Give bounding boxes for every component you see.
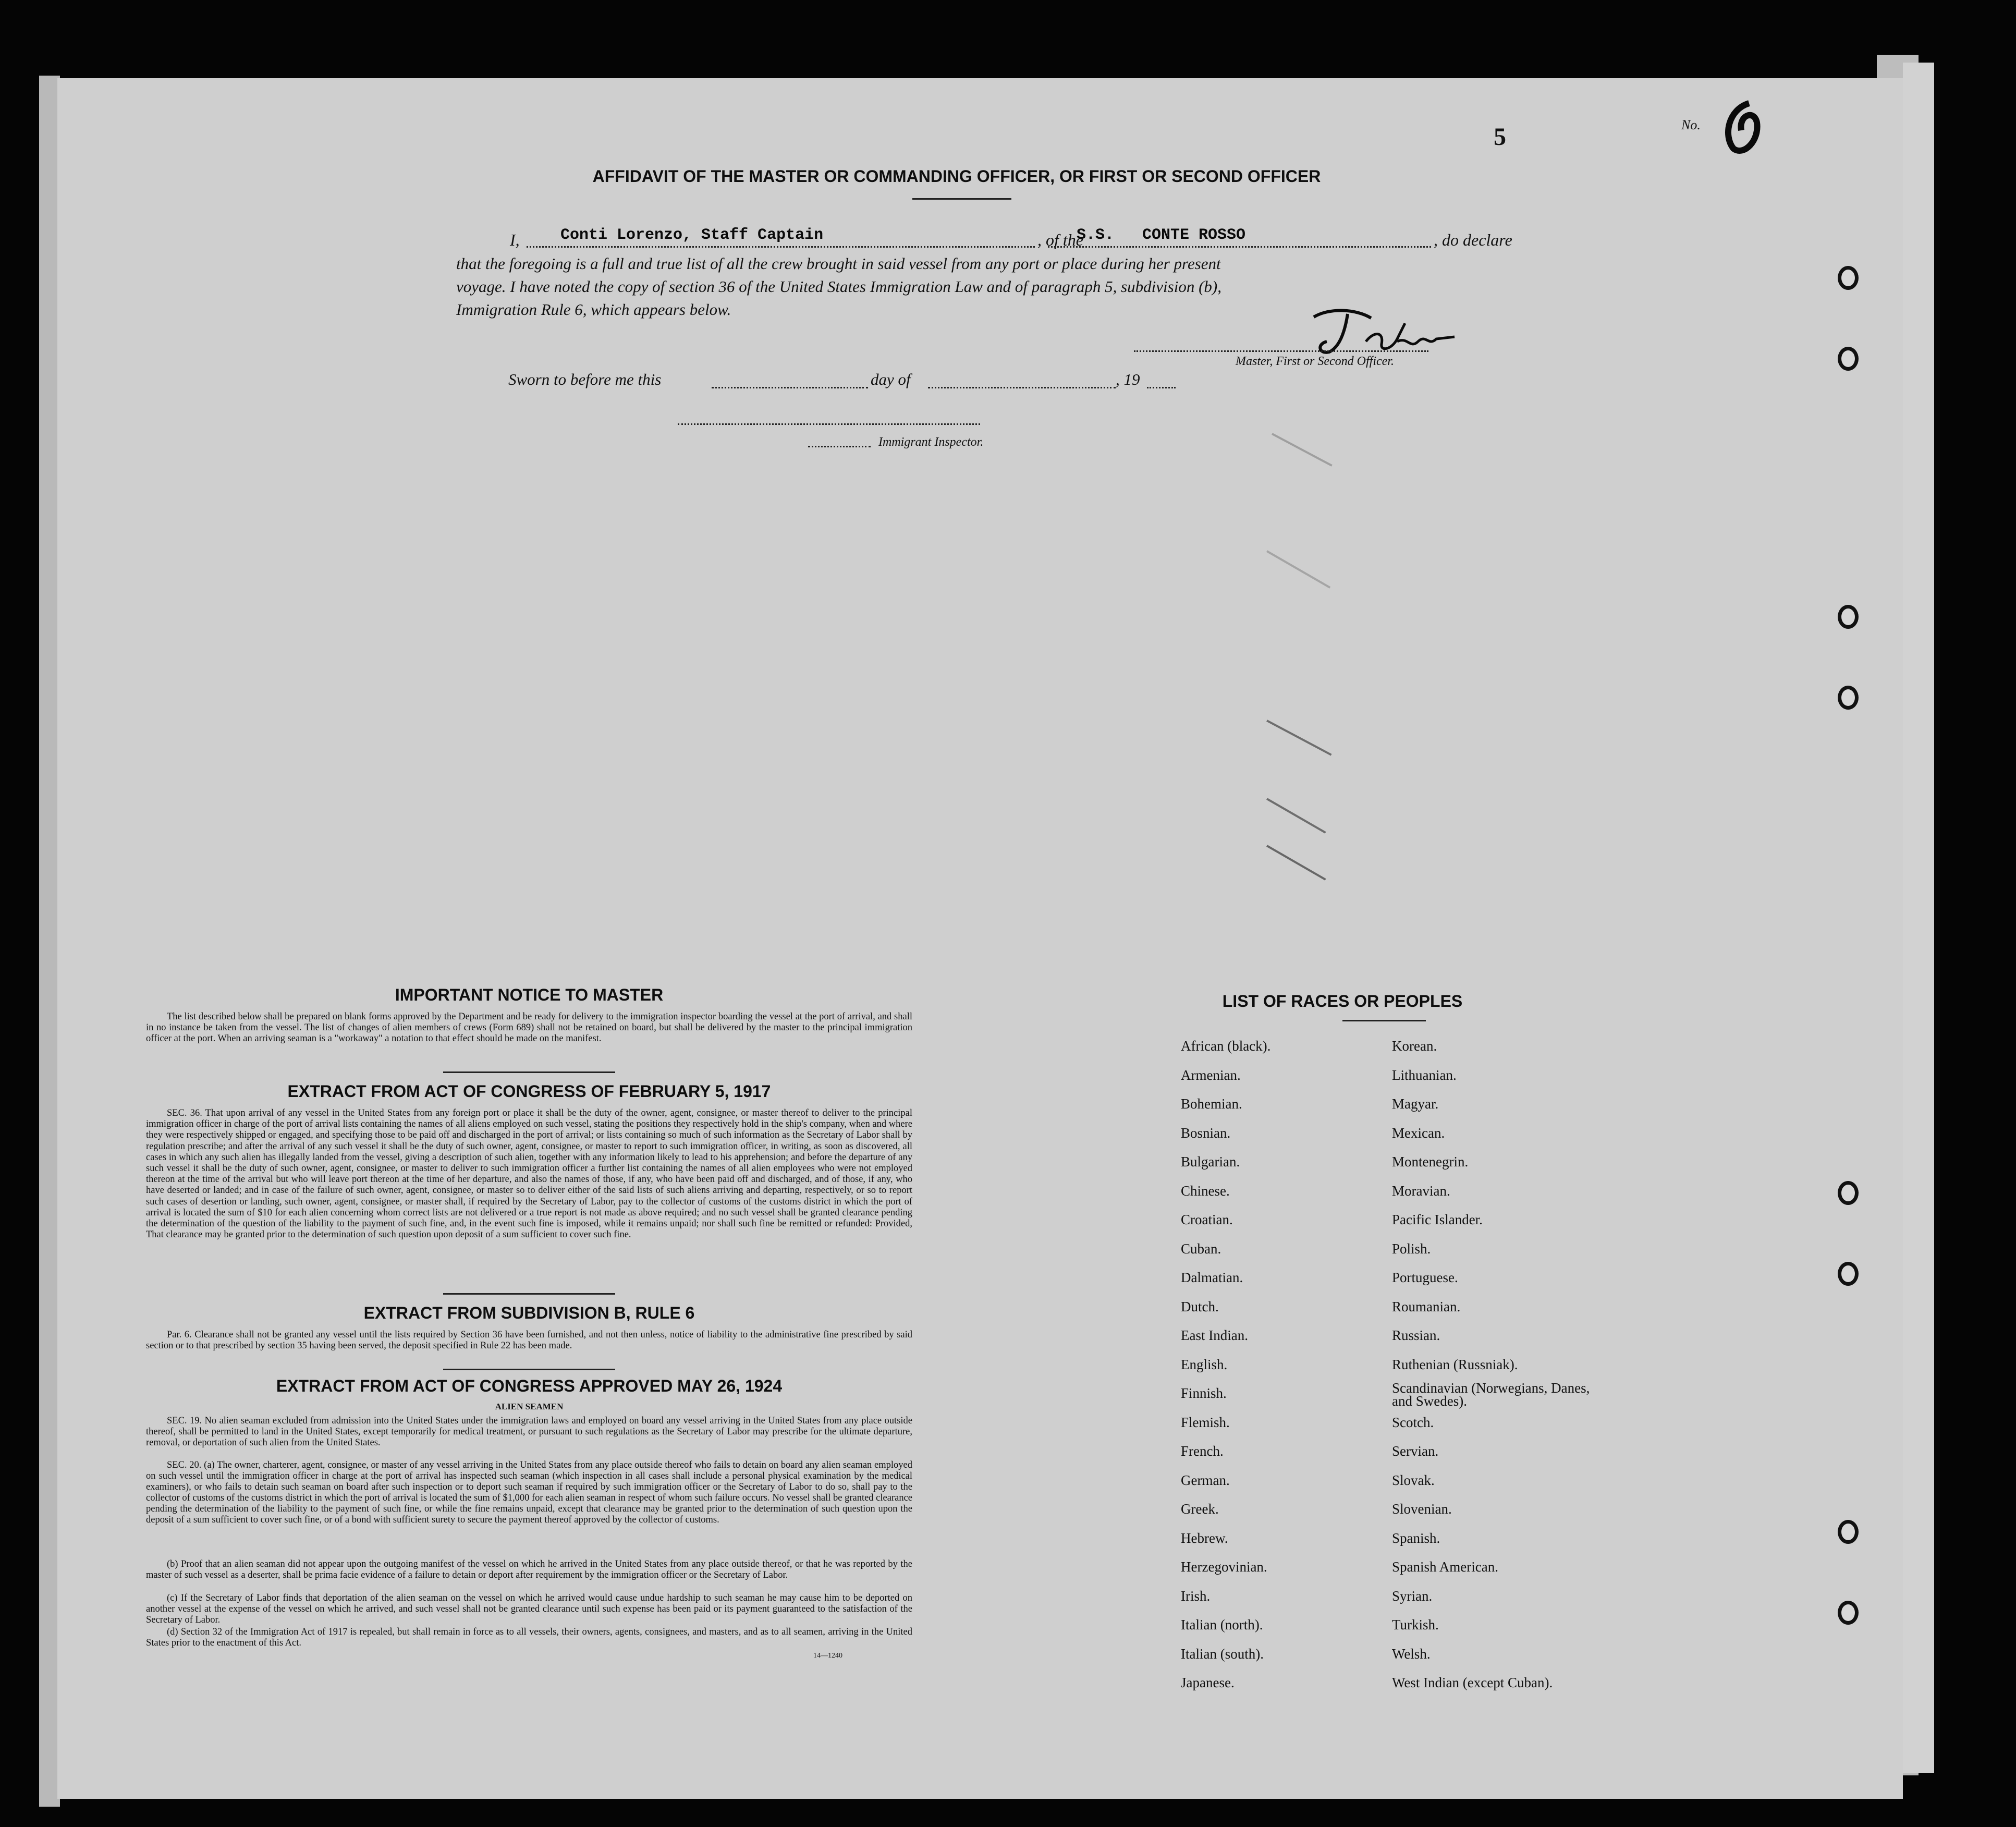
extract-rule6-body: Par. 6. Clearance shall not be granted any vessel until the lists required by Section 36 have been furnished, and not then unless, notice of liability to the administrative fine prescribed by said section or to that prescribed by section 35 having been served, the deposit specified in Rule 22 has been made. xyxy=(146,1330,912,1351)
race-item: Hebrew. xyxy=(1181,1530,1228,1546)
race-item: Turkish. xyxy=(1392,1617,1439,1633)
notice-rule xyxy=(443,1071,615,1073)
race-item: Bulgarian. xyxy=(1181,1154,1240,1170)
binder-hole xyxy=(1838,266,1859,290)
binder-hole xyxy=(1838,605,1859,629)
number-label: No. xyxy=(1681,117,1701,132)
race-item: Spanish. xyxy=(1392,1530,1440,1546)
race-item: Slovak. xyxy=(1392,1472,1435,1488)
back-sheet-3 xyxy=(39,76,60,1807)
sworn-day-line xyxy=(712,387,868,388)
title-rule xyxy=(912,198,1011,200)
race-item: Montenegrin. xyxy=(1392,1154,1469,1170)
affidavit-line-2: that the foregoing is a full and true list of all the crew brought in said vessel from any port or place during her present xyxy=(456,254,1221,273)
officer-name: Conti Lorenzo, Staff Captain xyxy=(560,226,824,244)
race-item: Mexican. xyxy=(1392,1125,1445,1141)
race-item: Chinese. xyxy=(1181,1183,1230,1199)
handwritten-number xyxy=(1718,99,1765,156)
vessel-name: S.S. CONTE ROSSO xyxy=(1077,226,1246,244)
race-item: Flemish. xyxy=(1181,1414,1230,1430)
extract-1924-para-4: (c) If the Secretary of Labor finds that deportation of the alien seaman on the vessel on which he arrived would cause undue hardship to such seaman he may cause him to be deported on another vessel at the expense of the vessel on which he arrived, and such vessel shall not be granted clearance until such expense has been paid or its payment guaranteed to the satisfaction of the Secretary of Labor. xyxy=(146,1593,912,1625)
binder-hole xyxy=(1838,1520,1859,1544)
race-item: African (black). xyxy=(1181,1038,1271,1054)
race-item: English. xyxy=(1181,1356,1228,1372)
race-item: Irish. xyxy=(1181,1588,1211,1604)
race-item: Moravian. xyxy=(1392,1183,1450,1199)
extract-1924-para-2: SEC. 20. (a) The owner, charterer, agent, consignee, or master of any vessel arriving in the United States from any place outside thereof who fails to detain on board any alien seaman employed on such vessel until the immigration officer in charge at the port of arrival has inspected such seaman (which inspection in all cases shall include a personal physical examination by the medical examiners), or who fails to detain such seaman on board after such inspection or to deport such seaman if required by such immigration officer or the Secretary of Labor to do so, shall pay to the collector of customs of the customs district in which the port of arrival is located the sum of $1,000 for each alien seaman in respect of whom such failure occurs. No vessel shall be granted clearance pending the determination of the liability to the payment of such fine, or while the fine remains unpaid, except that clearance may be granted prior to the determination of such question upon the deposit of a sum sufficient to cover such fine, or of a bond with sufficient surety to secure the payment thereof approved by the collector of customs. xyxy=(146,1460,912,1525)
day-of-label: day of xyxy=(871,370,911,388)
race-item: German. xyxy=(1181,1472,1230,1488)
bleed-mark xyxy=(1266,550,1330,588)
extract-1924-para-3: (b) Proof that an alien seaman did not appear upon the outgoing manifest of the vessel on which he arrived in the United States from any place outside thereof, or that he was reported by the master of such vessel as a deserter, shall be prima facie evidence of a failure to detain or deport after requirement by the immigration officer or the Secretary of Labor. xyxy=(146,1559,912,1580)
inspector-prefix-line xyxy=(808,446,871,447)
race-item: Armenian. xyxy=(1181,1067,1241,1083)
race-item: Magyar. xyxy=(1392,1096,1439,1112)
race-item: Lithuanian. xyxy=(1392,1067,1457,1083)
race-item: Scotch. xyxy=(1392,1414,1434,1430)
year-label: , 19 xyxy=(1116,370,1140,388)
race-item: Bohemian. xyxy=(1181,1096,1242,1112)
race-item: Greek. xyxy=(1181,1501,1219,1517)
race-item: Polish. xyxy=(1392,1240,1431,1257)
sworn-month-line xyxy=(928,387,1116,388)
declare-label: , do declare xyxy=(1434,230,1512,249)
race-item: French. xyxy=(1181,1443,1224,1459)
bleed-mark xyxy=(1266,720,1331,756)
binder-hole xyxy=(1838,347,1859,371)
race-item: Dutch. xyxy=(1181,1298,1219,1314)
race-item: Dalmatian. xyxy=(1181,1270,1243,1285)
race-item: Spanish American. xyxy=(1392,1559,1498,1575)
race-item: Cuban. xyxy=(1181,1240,1221,1257)
vessel-fill-line xyxy=(1048,246,1431,248)
sworn-label: Sworn to before me this xyxy=(508,370,662,388)
extract-1917-rule xyxy=(443,1293,615,1295)
master-label: Master, First or Second Officer. xyxy=(1236,355,1394,368)
inspector-label: Immigrant Inspector. xyxy=(878,435,984,449)
inspector-line xyxy=(678,423,980,425)
race-item: Slovenian. xyxy=(1392,1501,1452,1517)
extract-rule6-title: EXTRACT FROM SUBDIVISION B, RULE 6 xyxy=(363,1304,695,1322)
binder-hole xyxy=(1838,1181,1859,1205)
race-item: Bosnian. xyxy=(1181,1125,1231,1141)
race-item: Russian. xyxy=(1392,1327,1440,1343)
race-item: West Indian (except Cuban). xyxy=(1392,1675,1553,1690)
bleed-mark xyxy=(1266,845,1326,880)
extract-1924-para-5: (d) Section 32 of the Immigration Act of 1917 is repealed, but shall remain in force as to all vessels, their owners, agents, consignees, and masters, and as to all seamen, arriving in the United States prior to the enactment of this Act. xyxy=(146,1627,912,1648)
page-marker: 5 xyxy=(1494,123,1506,151)
of-the-label: , of the xyxy=(1037,230,1083,249)
race-item: Finnish. xyxy=(1181,1385,1227,1401)
extract-1924-subtitle: ALIEN SEAMEN xyxy=(495,1402,564,1411)
race-item: Syrian. xyxy=(1392,1588,1433,1604)
extract-1917-body: SEC. 36. That upon arrival of any vessel in the United States from any foreign port or place it shall be the duty of the owner, agent, consignee, or master thereof to deliver to the principal immigration officer in charge of the port of arrival lists containing the names of all aliens employed on such vessel, stating the positions they respectively hold in the ship's company, when and where they were respectively shipped or engaged, and specifying those to be paid off and discharged in the port of arrival; or lists containing so much of such information as the Secretary of Labor shall by regulation prescribe; and after the arrival of any such vessel it shall be the duty of such owner, agent, consignee, or master to report to such immigration officer, in writing, as soon as discovered, all cases in which any such alien has illegally landed from the vessel, giving a description of such alien, together with any information likely to lead to his apprehension; and before the departure of any such vessel it shall be the duty of such owner, agent, consignee, or master to deliver to such immigration officer a further list containing the names of all alien employees who were not employed thereon at the time of the arrival but who will leave port thereon at the time of her departure, and also the names of those, if any, who have been paid off and discharged, and of those, if any, who have deserted or landed; and in case of the failure of such owner, agent, consignee, or master so to deliver either of the said lists of such aliens arriving and departing, respectively, or so to report such cases of desertion or landing, such owner, agent, consignee, or master shall, if required by the Secretary of Labor, pay to the collector of customs of the customs district in which the port of arrival is located the sum of $10 for each alien concerning whom correct lists are not delivered or a true report is not made as above required; and no such vessel shall be granted clearance pending the determination of the question of the liability to the payment of such fine, and, in the event such fine is imposed, while it remains unpaid; nor shall such fine be remitted or refunded: Provided, That clearance may be granted prior to the determination of such question upon deposit of a sum sufficient to cover such fine. xyxy=(146,1108,912,1240)
binder-hole xyxy=(1838,1601,1859,1625)
race-item: Welsh. xyxy=(1392,1646,1431,1662)
back-sheet-2 xyxy=(1903,63,1934,1773)
i-label: I, xyxy=(510,230,520,249)
binder-hole xyxy=(1838,1262,1859,1286)
race-item: Korean. xyxy=(1392,1038,1437,1054)
binder-hole xyxy=(1838,686,1859,710)
affidavit-line-4: Immigration Rule 6, which appears below. xyxy=(456,300,731,319)
race-item: Japanese. xyxy=(1181,1675,1235,1690)
notice-title: IMPORTANT NOTICE TO MASTER xyxy=(395,985,664,1004)
bleed-mark xyxy=(1266,798,1326,833)
race-item: Herzegovinian. xyxy=(1181,1559,1267,1575)
race-item: Servian. xyxy=(1392,1443,1439,1459)
extract-rule6-rule xyxy=(443,1369,615,1370)
affidavit-line-3: voyage. I have noted the copy of section 36 of the United States Immigration Law and of paragraph 5, subdivision (b), xyxy=(456,277,1221,296)
race-item: Italian (north). xyxy=(1181,1617,1263,1633)
race-item: Roumanian. xyxy=(1392,1298,1461,1314)
race-item: Italian (south). xyxy=(1181,1646,1264,1662)
name-fill-line xyxy=(527,246,1035,248)
notice-body: The list described below shall be prepared on blank forms approved by the Department and be ready for delivery to the immigration inspector boarding the vessel at the port of arrival, and shall in no instance be taken from the vessel. The list of changes of alien members of crews (Form 689) shall not be retained on board, but shall be delivered by the master to the principal immigration officer at the port. When an arriving seaman is a "workaway" a notation to that effect should be made on the manifest. xyxy=(146,1012,912,1044)
races-title: LIST OF RACES OR PEOPLES xyxy=(1222,992,1463,1010)
affidavit-title: AFFIDAVIT OF THE MASTER OR COMMANDING OFFICER, OR FIRST OR SECOND OFFICER xyxy=(592,167,1321,186)
races-rule xyxy=(1342,1020,1426,1021)
race-item: Scandinavian (Norwegians, Danes, and Swedes). xyxy=(1392,1380,1590,1409)
race-item: East Indian. xyxy=(1181,1327,1248,1343)
extract-1917-title: EXTRACT FROM ACT OF CONGRESS OF FEBRUARY 5, 1917 xyxy=(287,1082,771,1101)
form-number: 14—1240 xyxy=(813,1652,842,1660)
race-item: Croatian. xyxy=(1181,1212,1233,1227)
race-item: Pacific Islander. xyxy=(1392,1212,1483,1227)
extract-1924-title: EXTRACT FROM ACT OF CONGRESS APPROVED MAY 26, 1924 xyxy=(276,1377,783,1395)
race-item: Portuguese. xyxy=(1392,1270,1458,1285)
signature-line xyxy=(1134,350,1428,352)
document-page xyxy=(57,78,1903,1799)
race-item: Ruthenian (Russniak). xyxy=(1392,1356,1518,1372)
sworn-year-line xyxy=(1147,387,1176,388)
extract-1924-para-1: SEC. 19. No alien seaman excluded from admission into the United States under the immigration laws and employed on board any vessel arriving in the United States from any place outside thereof, shall be permitted to land in the United States, except temporarily for medical treatment, or pursuant to such regulations as the Secretary of Labor may prescribe for the ultimate departure, removal, or deportation of such alien from the United States. xyxy=(146,1416,912,1448)
bleed-mark xyxy=(1272,433,1333,467)
